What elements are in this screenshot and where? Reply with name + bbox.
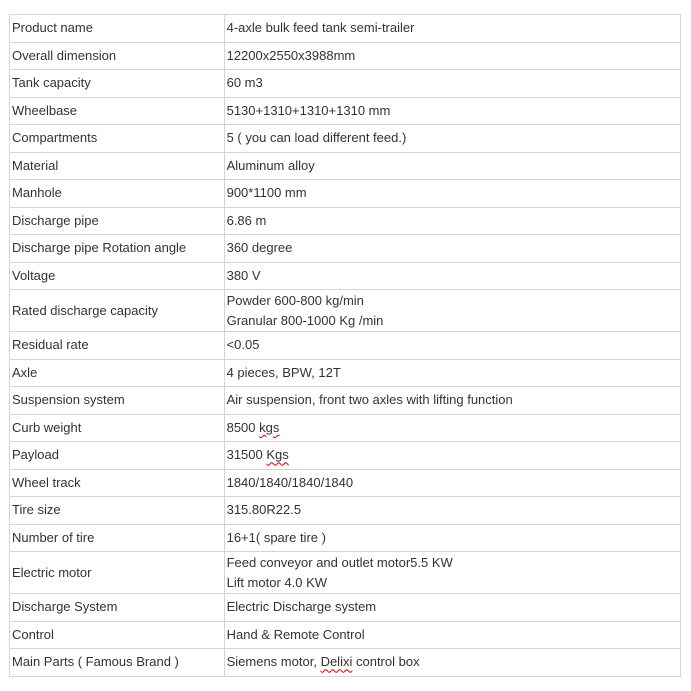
spec-value-line: 315.80R22.5	[226, 502, 302, 518]
spec-name-cell: Residual rate	[10, 332, 225, 360]
table-row	[10, 359, 681, 387]
spec-value-cell	[224, 524, 680, 552]
spec-value-line: Air suspension, front two axles with lifting function	[226, 392, 513, 408]
spec-value-cell	[224, 207, 680, 235]
spec-table	[9, 14, 681, 677]
spec-value-cell	[224, 621, 680, 649]
spec-name-cell: Control	[10, 621, 225, 649]
spec-name-cell: Curb weight	[10, 414, 225, 442]
spec-value-line: 4-axle bulk feed tank semi-trailer	[226, 20, 415, 36]
spec-value-line: <0.05	[226, 337, 260, 353]
spec-value-line: 8500 kgs	[226, 419, 280, 435]
spec-value-cell	[224, 235, 680, 263]
spec-value-line: Aluminum alloy	[226, 157, 315, 173]
spec-value-line: Lift motor 4.0 KW	[226, 574, 328, 590]
table-row	[10, 125, 681, 153]
table-row	[10, 207, 681, 235]
spec-value-cell	[224, 332, 680, 360]
spec-name-cell: Discharge pipe Rotation angle	[10, 235, 225, 263]
spec-value-line: 5130+1310+1310+1310 mm	[226, 102, 391, 118]
spec-value-line: 60 m3	[226, 75, 263, 91]
table-row	[10, 97, 681, 125]
table-row	[10, 180, 681, 208]
spec-value-cell	[224, 97, 680, 125]
spec-value-line: 360 degree	[226, 240, 293, 256]
spec-value-cell	[224, 387, 680, 415]
spec-name-cell: Suspension system	[10, 387, 225, 415]
spec-value-line: Hand & Remote Control	[226, 626, 365, 642]
spec-value-line: Feed conveyor and outlet motor5.5 KW	[226, 554, 453, 570]
table-row	[10, 442, 681, 470]
table-row	[10, 524, 681, 552]
table-row	[10, 15, 681, 43]
spec-name-cell: Electric motor	[10, 552, 225, 594]
spec-value-cell	[224, 442, 680, 470]
spec-value-line: Electric Discharge system	[226, 599, 377, 615]
spec-value-line: Siemens motor, Delixi control box	[226, 654, 420, 670]
spec-value-line: 5 ( you can load different feed.)	[226, 130, 407, 146]
spec-value-line: 380 V	[226, 267, 261, 283]
table-row	[10, 152, 681, 180]
spec-value-cell	[224, 594, 680, 622]
spec-name-cell: Discharge pipe	[10, 207, 225, 235]
spec-value-cell	[224, 469, 680, 497]
spec-value-cell	[224, 262, 680, 290]
spec-name-cell: Rated discharge capacity	[10, 290, 225, 332]
spec-value-cell	[224, 414, 680, 442]
table-row	[10, 332, 681, 360]
spec-name-cell: Wheelbase	[10, 97, 225, 125]
spec-value-cell	[224, 180, 680, 208]
spec-value-cell	[224, 497, 680, 525]
table-row	[10, 414, 681, 442]
spec-value-line: 6.86 m	[226, 212, 267, 228]
spec-name-cell: Discharge System	[10, 594, 225, 622]
spec-name-cell: Number of tire	[10, 524, 225, 552]
table-row	[10, 552, 681, 594]
spec-name-cell: Overall dimension	[10, 42, 225, 70]
table-row	[10, 42, 681, 70]
spec-name-cell: Manhole	[10, 180, 225, 208]
spellcheck-underline: Delixi	[320, 654, 353, 670]
spec-value-cell	[224, 290, 680, 332]
spec-name-cell: Product name	[10, 15, 225, 43]
spec-name-cell: Material	[10, 152, 225, 180]
spellcheck-underline: Kgs	[266, 447, 289, 463]
table-row	[10, 290, 681, 332]
spec-value-line: 900*1100 mm	[226, 185, 307, 201]
table-row	[10, 262, 681, 290]
spec-name-cell: Compartments	[10, 125, 225, 153]
spec-value-cell	[224, 359, 680, 387]
spec-value-line: 16+1( spare tire )	[226, 529, 326, 545]
spec-value-cell	[224, 152, 680, 180]
table-row	[10, 649, 681, 677]
spec-value-cell	[224, 70, 680, 98]
spec-value-line: 1840/1840/1840/1840	[226, 474, 354, 490]
spec-name-cell: Payload	[10, 442, 225, 470]
table-row	[10, 469, 681, 497]
spec-name-cell: Tank capacity	[10, 70, 225, 98]
spec-name-cell: Wheel track	[10, 469, 225, 497]
table-row	[10, 235, 681, 263]
spec-value-line: 31500 Kgs	[226, 447, 289, 463]
spec-value-line: 4 pieces, BPW, 12T	[226, 364, 341, 380]
table-row	[10, 497, 681, 525]
spec-name-cell: Voltage	[10, 262, 225, 290]
spec-value-line: Powder 600-800 kg/min	[226, 292, 364, 308]
spec-value-cell	[224, 42, 680, 70]
spec-value-cell	[224, 552, 680, 594]
spec-value-cell	[224, 649, 680, 677]
spellcheck-underline: kgs	[259, 419, 280, 435]
table-row	[10, 387, 681, 415]
spec-value-line: Granular 800-1000 Kg /min	[226, 312, 384, 328]
spec-name-cell: Main Parts ( Famous Brand )	[10, 649, 225, 677]
table-row	[10, 621, 681, 649]
spec-name-cell: Tire size	[10, 497, 225, 525]
spec-name-cell: Axle	[10, 359, 225, 387]
spec-table-body	[10, 15, 681, 677]
spec-value-cell	[224, 125, 680, 153]
spec-value-line: 12200x2550x3988mm	[226, 47, 356, 63]
table-row	[10, 594, 681, 622]
table-row	[10, 70, 681, 98]
spec-value-cell	[224, 15, 680, 43]
